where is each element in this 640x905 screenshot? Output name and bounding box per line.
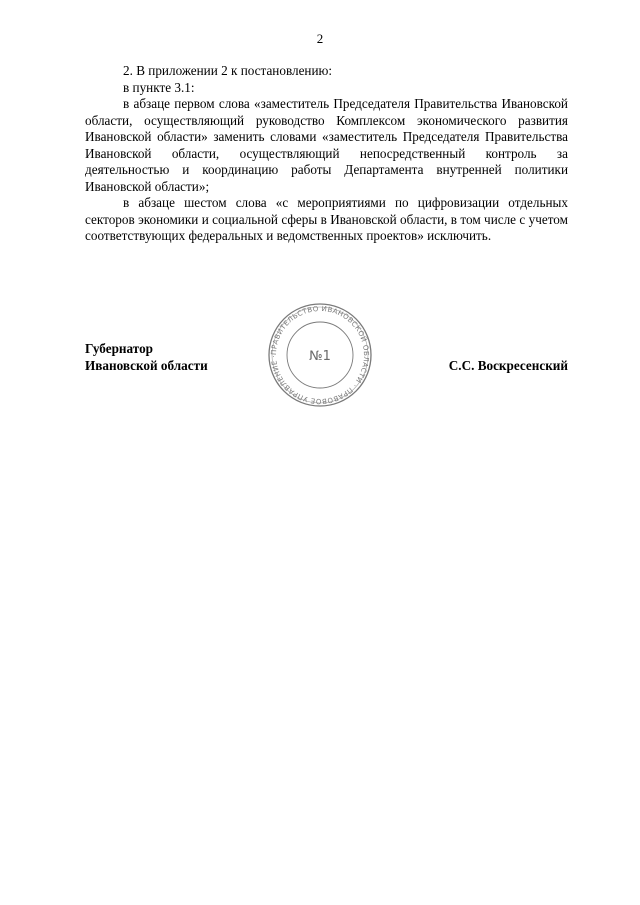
paragraph-amendment-heading: 2. В приложении 2 к постановлению: xyxy=(123,63,333,78)
paragraph-first-amendment: в абзаце первом слова «заместитель Председателя Правительства Ивановской области, осуществляющий руководство Комплексом экономического развития Ивановской области» заменить словами «заместитель Председателя Правительства Ивановской области, осуществляющий непосредственный контроль за деятельностью и координацию работы Департамента внутренней политики Ивановской области»; xyxy=(85,96,568,194)
paragraph-clause-reference: в пункте 3.1: xyxy=(123,79,195,95)
official-seal xyxy=(258,302,382,408)
document-body xyxy=(85,63,568,245)
seal-number: №1 xyxy=(309,349,331,364)
page-number: 2 xyxy=(316,31,324,46)
seal-ring-textpath: ПРАВИТЕЛЬСТВО ИВАНОВСКОЙ ОБЛАСТИ · ПРАВОВОЕ УПРАВЛЕНИЕ · xyxy=(269,304,371,406)
signatory-title-line2: Ивановской области xyxy=(85,358,208,373)
signatory-title-line1: Губернатор xyxy=(85,341,153,356)
paragraph-sixth-amendment: в абзаце шестом слова «с мероприятиями по цифровизации отдельных секторов экономики и социальной сферы в Ивановской области, в том числе с учетом соответствующих федеральных и ведомственных проектов» исключить. xyxy=(85,195,568,243)
signatory-title xyxy=(85,340,208,374)
signatory-name: С.С. Воскресенский xyxy=(448,358,568,373)
